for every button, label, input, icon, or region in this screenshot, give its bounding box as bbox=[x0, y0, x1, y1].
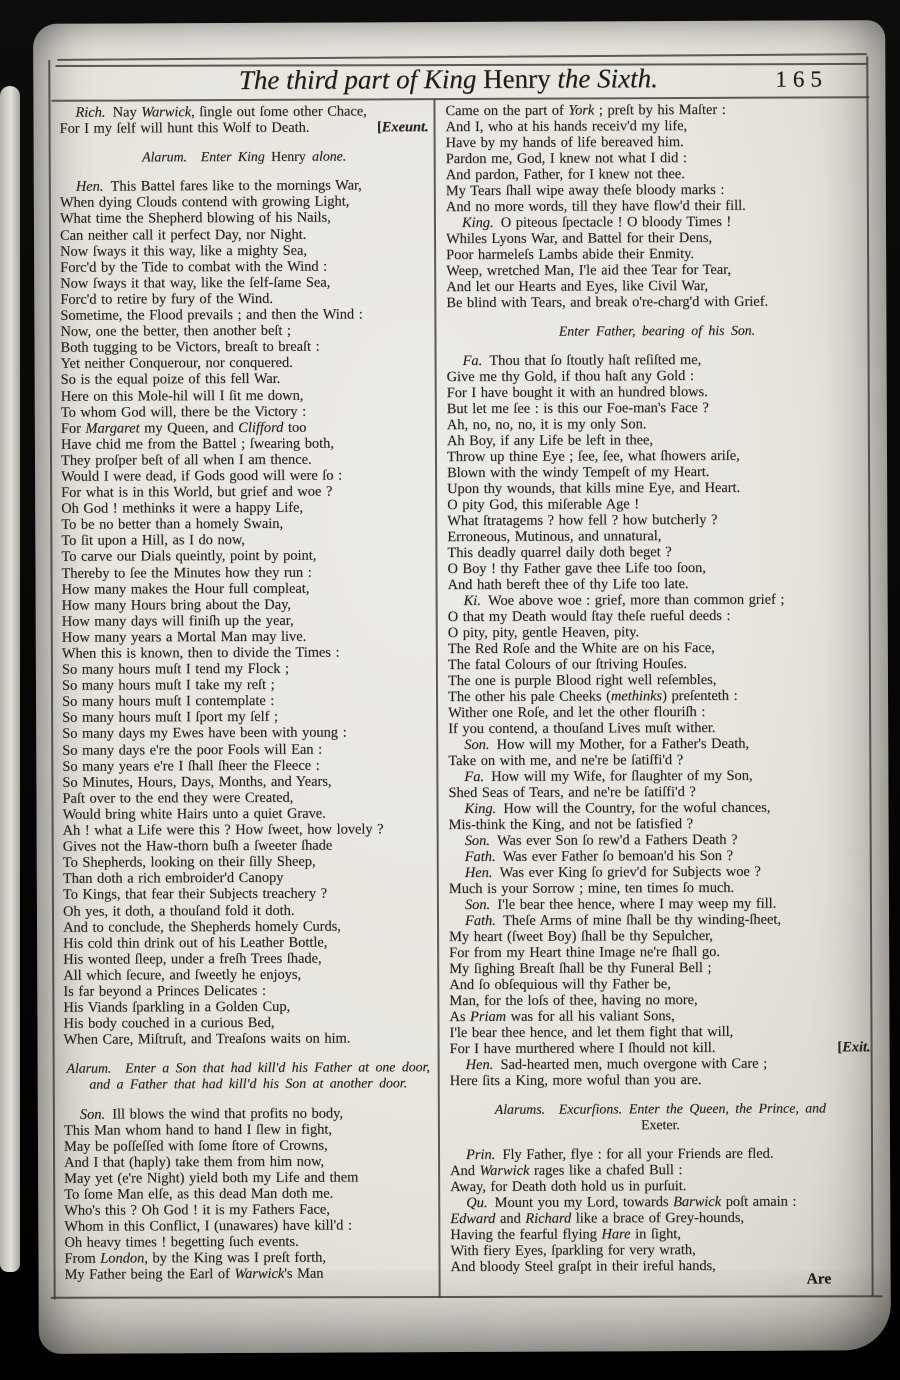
column-divider-rule bbox=[433, 99, 440, 1298]
verse-line bbox=[449, 959, 870, 977]
speech-line bbox=[449, 911, 870, 929]
line-text: And bloody Steel graſpt in their ireful hands, bbox=[450, 1257, 716, 1276]
line-text: As Priam was for all his valiant Sons, bbox=[449, 1008, 675, 1026]
speech-line bbox=[448, 591, 869, 609]
verse-line bbox=[61, 403, 430, 421]
verse-line bbox=[450, 1039, 871, 1057]
exit-marker: [Exeunt. bbox=[376, 119, 429, 136]
line-text: To Shepherds, looking on their ſilly Sheep, bbox=[62, 853, 316, 871]
line-text: This deadly quarrel daily doth beget ? bbox=[447, 544, 672, 562]
verse-line bbox=[446, 245, 867, 263]
stage-direction bbox=[64, 1076, 433, 1094]
line-text: For I my ſelf will hunt this Wolf to Death. bbox=[59, 119, 310, 137]
verse-line bbox=[60, 290, 429, 308]
line-text: Man, for the loſs of thee, having no more, bbox=[449, 991, 698, 1010]
line-text: Hen. This Battel fares like to the mornings War, bbox=[75, 177, 362, 195]
line-text: So many years e're I ſhall ſheer the Fleece : bbox=[62, 757, 320, 775]
line-text: If you contend, a thouſand Lives muſt wither. bbox=[448, 719, 716, 738]
verse-line bbox=[62, 612, 431, 630]
line-text: Wither one Roſe, and let the other flouriſh : bbox=[448, 703, 706, 722]
verse-line bbox=[446, 149, 867, 167]
verse-line bbox=[447, 415, 868, 433]
line-text: Poor harmeleſs Lambs abide their Enmity. bbox=[446, 245, 695, 264]
line-text: They proſper beſt of all when I am thence. bbox=[60, 451, 312, 469]
verse-line bbox=[446, 133, 867, 151]
line-text: All which ſecure, and ſweetly he enjoys, bbox=[63, 966, 302, 984]
verse-line bbox=[446, 293, 867, 311]
verse-line bbox=[448, 719, 869, 737]
line-text: Ah Boy, if any Life be left in thee, bbox=[446, 432, 654, 450]
verse-line bbox=[61, 515, 430, 533]
speech-line bbox=[448, 799, 869, 817]
verse-line bbox=[448, 751, 869, 769]
line-text: So many hours muſt I take my reſt ; bbox=[61, 677, 275, 694]
line-text: Oh heavy times ! begetting ſuch events. bbox=[64, 1233, 299, 1252]
line-text: How many makes the Hour full compleat, bbox=[61, 580, 310, 598]
facing-page-edge bbox=[0, 86, 20, 1272]
line-text: To ſome Man elſe, as this dead Man doth me. bbox=[64, 1185, 334, 1203]
verse-line bbox=[447, 495, 868, 513]
line-text: O pity God, this miſerable Age ! bbox=[447, 496, 640, 514]
verse-line bbox=[64, 1233, 433, 1251]
line-text: To carve our Dials queintly, point by point, bbox=[61, 548, 317, 566]
left-margin-rule bbox=[48, 60, 55, 1300]
line-text: Forc'd by the Tide to combat with the Wind : bbox=[60, 258, 328, 276]
verse-line bbox=[449, 1007, 870, 1025]
verse-line bbox=[61, 483, 430, 501]
speech-line bbox=[446, 213, 867, 231]
verse-line bbox=[447, 367, 868, 385]
verse-line bbox=[62, 709, 431, 727]
line-text: His body couched in a curious Bed, bbox=[63, 1014, 275, 1032]
line-text: Exeter. bbox=[641, 1117, 680, 1133]
line-text: Hen. Sad-hearted men, much overgone with Care ; bbox=[465, 1055, 768, 1073]
speech-line bbox=[449, 847, 870, 865]
line-text: To Kings, that fear their Subjects treachery ? bbox=[62, 885, 328, 904]
line-text: And pardon, Father, for I knew not thee. bbox=[445, 166, 685, 184]
stage-direction bbox=[60, 148, 429, 166]
verse-line bbox=[449, 991, 870, 1009]
page-title: The third part of King Henry the Sixth. bbox=[238, 63, 658, 95]
line-text: And I that (haply) take them from him now, bbox=[64, 1153, 325, 1171]
speech-line bbox=[449, 863, 870, 881]
verse-line bbox=[60, 194, 429, 212]
verse-line bbox=[62, 628, 431, 646]
speech-line bbox=[447, 351, 868, 369]
verse-line bbox=[448, 655, 869, 673]
verse-line bbox=[60, 306, 429, 324]
verse-line bbox=[64, 1250, 433, 1268]
verse-line bbox=[448, 623, 869, 641]
line-text: The fatal Colours of our ſtriving Houſes. bbox=[447, 656, 687, 674]
speech-line bbox=[448, 767, 869, 785]
line-text: Take on with me, and ne're be ſatiſfi'd ? bbox=[448, 752, 684, 770]
line-text: O that my Death would ſtay theſe rueful deeds : bbox=[447, 607, 731, 626]
line-text: Both tugging to be Victors, breaſt to breaſt : bbox=[60, 338, 320, 356]
page-number: 165 bbox=[775, 66, 828, 92]
verse-line bbox=[448, 703, 869, 721]
line-text: O pity, pity, gentle Heaven, pity. bbox=[447, 624, 640, 642]
book-page-scan bbox=[33, 20, 891, 1354]
verse-line bbox=[63, 934, 432, 952]
verse-line bbox=[61, 387, 430, 405]
line-text: The Red Roſe and the White are on his Face, bbox=[447, 639, 715, 658]
verse-line bbox=[60, 322, 429, 340]
line-text: And no more words, till they have flow'd their fill. bbox=[445, 197, 746, 216]
verse-line bbox=[448, 687, 869, 705]
verse-line bbox=[60, 258, 429, 276]
verse-line bbox=[447, 479, 868, 497]
speech-line bbox=[449, 895, 870, 913]
line-text: Son. Was ever Son ſo rew'd a Fathers Death ? bbox=[464, 831, 738, 849]
line-text: I'le bear thee hence, and let them fight that will, bbox=[449, 1023, 734, 1042]
line-text: How many Hours bring about the Day, bbox=[61, 596, 291, 614]
line-text: To ſit upon a Hill, as I do now, bbox=[61, 532, 245, 550]
verse-line bbox=[447, 383, 868, 401]
verse-line bbox=[62, 580, 431, 598]
line-text: His Viands ſparkling in a Golden Cup, bbox=[63, 998, 291, 1016]
verse-line bbox=[449, 815, 870, 833]
verse-line bbox=[64, 1153, 433, 1171]
line-text: Can neither call it perfect Day, nor Night. bbox=[59, 226, 307, 244]
verse-line bbox=[60, 226, 429, 244]
verse-line bbox=[64, 1169, 433, 1187]
verse-line bbox=[62, 676, 431, 694]
verse-line bbox=[449, 1023, 870, 1041]
line-text: When dying Clouds contend with growing Light, bbox=[59, 193, 350, 212]
verse-line bbox=[449, 879, 870, 897]
line-text: O Boy ! thy Father gave thee Life too ſoon, bbox=[447, 559, 706, 578]
line-text: Ki. Woe above woe : grief, more than common grief ; bbox=[463, 591, 785, 609]
line-text: Here ſits a King, more woful than you are. bbox=[449, 1071, 702, 1090]
verse-line bbox=[63, 869, 432, 887]
stage-direction bbox=[446, 322, 867, 340]
column-left bbox=[59, 103, 433, 1283]
verse-line bbox=[64, 1201, 433, 1219]
line-text: Son. I'le bear thee hence, where I may weep my fill. bbox=[464, 895, 777, 913]
verse-line bbox=[449, 943, 870, 961]
verse-line bbox=[63, 837, 432, 855]
line-text: From London, by the King was I preſt forth, bbox=[64, 1249, 326, 1268]
verse-line bbox=[61, 451, 430, 469]
verse-line bbox=[61, 371, 430, 389]
line-text: May be poſſeſſed with ſome ſtore of Crowns, bbox=[63, 1137, 328, 1155]
verse-line bbox=[62, 660, 431, 678]
verse-line bbox=[446, 165, 867, 183]
verse-line bbox=[60, 210, 429, 228]
verse-line bbox=[449, 927, 870, 945]
verse-line bbox=[450, 1071, 871, 1089]
verse-line bbox=[447, 463, 868, 481]
verse-line bbox=[450, 1161, 871, 1179]
line-text: Qu. Mount you my Lord, towards Barwick poſt amain : bbox=[466, 1193, 797, 1211]
line-text: How many years a Mortal Man may live. bbox=[61, 628, 307, 646]
verse-line bbox=[447, 559, 868, 577]
line-text: Ah, no, no, no, it is my only Son. bbox=[446, 416, 647, 434]
line-text: Enter Father, bearing of his Son. bbox=[558, 322, 756, 339]
line-text: But let me ſee : is this our Foe-man's Face ? bbox=[446, 399, 709, 418]
line-text: Sometime, the Flood prevails ; and then the Wind : bbox=[60, 306, 363, 324]
line-text: Alarums. Excurſions. Enter the Queen, the Prince, and bbox=[494, 1100, 826, 1117]
line-text: Hen. Was ever King ſo griev'd for Subjects woe ? bbox=[464, 863, 761, 881]
verse-line bbox=[64, 1217, 433, 1235]
line-text: And hath bereft thee of thy Life too late. bbox=[447, 576, 689, 594]
line-text: For what is in this World, but grief and woe ? bbox=[61, 483, 333, 501]
verse-line bbox=[446, 261, 867, 279]
verse-line bbox=[62, 789, 431, 807]
line-text: This Man whom hand to hand I ſlew in fight, bbox=[63, 1121, 332, 1139]
verse-line bbox=[62, 773, 431, 791]
line-text: Is far beyond a Princes Delicates : bbox=[63, 982, 266, 1000]
verse-line bbox=[62, 757, 431, 775]
line-text: Having the fearful flying Hare in ſight, bbox=[450, 1226, 681, 1244]
catchword: Are bbox=[806, 1270, 832, 1288]
line-text: Yet neither Conquerour, nor conquered. bbox=[60, 355, 293, 373]
verse-line bbox=[63, 966, 432, 984]
verse-line bbox=[62, 725, 431, 743]
verse-line bbox=[60, 119, 429, 137]
line-text: And to conclude, the Shepherds homely Curds, bbox=[63, 918, 341, 936]
line-text: What ſtratagems ? how fell ? how butcherly ? bbox=[447, 511, 718, 530]
verse-line bbox=[61, 435, 430, 453]
line-text: How many days will finiſh up the year, bbox=[61, 612, 294, 630]
verse-line bbox=[448, 639, 869, 657]
line-text: With fiery Eyes, ſparkling for very wrath, bbox=[450, 1241, 696, 1260]
line-text: King. How will the Country, for the woful chances, bbox=[464, 799, 771, 817]
line-text: So Minutes, Hours, Days, Months, and Years, bbox=[62, 773, 332, 791]
verse-line bbox=[62, 644, 431, 662]
line-text: So many days e're the poor Fools will Ean : bbox=[62, 741, 323, 759]
speech-line bbox=[64, 1105, 433, 1123]
line-text: For I have murthered where I ſhould not kill. bbox=[449, 1039, 716, 1058]
verse-line bbox=[450, 1177, 871, 1195]
verse-line bbox=[446, 181, 867, 199]
line-text: His wonted ſleep, under a freſh Trees ſhade, bbox=[63, 950, 322, 968]
verse-line bbox=[63, 998, 432, 1016]
verse-line bbox=[63, 886, 432, 904]
line-text: Now ſways it this way, like a mighty Sea, bbox=[60, 242, 308, 260]
verse-line bbox=[62, 596, 431, 614]
verse-line bbox=[447, 399, 868, 417]
verse-line bbox=[445, 101, 866, 119]
line-text: Ah ! what a Life were this ? How ſweet, how lovely ? bbox=[62, 821, 384, 839]
line-text: And ſo obſequious will thy Father be, bbox=[449, 976, 671, 994]
line-text: And I, who at his hands receiv'd my life, bbox=[445, 118, 688, 136]
verse-line bbox=[450, 1241, 871, 1259]
line-text: Came on the part of York ; preſt by his Maſter : bbox=[445, 101, 726, 120]
bottom-border-rule bbox=[51, 1295, 883, 1298]
line-text: Throw up thine Eye ; ſee, ſee, what ſhowers ariſe, bbox=[446, 447, 740, 466]
verse-line bbox=[63, 805, 432, 823]
verse-line bbox=[64, 1030, 433, 1048]
line-text: Now, one the better, then another beſt ; bbox=[60, 322, 291, 340]
line-text: and a Father that had kill'd his Son at another door. bbox=[89, 1075, 408, 1093]
exit-marker: [Exit. bbox=[837, 1039, 871, 1056]
verse-line bbox=[61, 354, 430, 372]
line-text: Would I were dead, if Gods good will were ſo : bbox=[61, 467, 343, 485]
verse-line bbox=[446, 117, 867, 135]
line-text: Have chid me from the Battel ; ſwearing both, bbox=[60, 435, 334, 453]
line-text: Fath. Theſe Arms of mine ſhall be thy winding-ſheet, bbox=[464, 911, 782, 929]
verse-line bbox=[61, 419, 430, 437]
speech-line bbox=[448, 735, 869, 753]
verse-line bbox=[448, 671, 869, 689]
line-text: Whom in this Conflict, I (unawares) have kill'd : bbox=[64, 1217, 352, 1235]
line-text: Thereby to ſee the Minutes how they run : bbox=[61, 564, 312, 582]
line-text: Fa. How will my Wife, for ſlaughter of my Son, bbox=[464, 767, 753, 785]
top-border-rule bbox=[57, 53, 867, 61]
speech-line bbox=[59, 103, 428, 121]
verse-line bbox=[447, 447, 868, 465]
verse-line bbox=[447, 431, 868, 449]
verse-line bbox=[446, 277, 867, 295]
speech-line bbox=[450, 1145, 871, 1163]
verse-line bbox=[61, 499, 430, 517]
line-text: Give me thy Gold, if thou haſt any Gold : bbox=[446, 367, 694, 386]
line-text: Who's this ? Oh God ! it is my Fathers Face, bbox=[64, 1201, 330, 1219]
line-text: King. O piteous ſpectacle ! O bloody Times ! bbox=[461, 213, 732, 231]
speech-line bbox=[450, 1055, 871, 1073]
verse-line bbox=[62, 741, 431, 759]
line-text: Shed Seas of Tears, and ne're be ſatiſfi'd ? bbox=[448, 783, 696, 802]
line-text: Than doth a rich embroider'd Canopy bbox=[62, 870, 284, 888]
line-text: Be blind with Tears, and break o're-charg'd with Grief. bbox=[446, 293, 769, 312]
line-text: Rich. Nay Warwick, ſingle out ſome other Chace, bbox=[75, 103, 367, 121]
verse-line bbox=[63, 982, 432, 1000]
verse-line bbox=[447, 527, 868, 545]
line-text: The one is purple Blood right well reſembles, bbox=[447, 671, 717, 690]
line-text: Whiles Lyons War, and Battel for their Dens, bbox=[446, 229, 713, 248]
line-text: Gives not the Haw-thorn buſh a ſweeter ſhade bbox=[62, 837, 333, 855]
verse-line bbox=[448, 607, 869, 625]
line-text: Alarum. Enter a Son that had kill'd his Father at one door, bbox=[66, 1059, 430, 1077]
line-text: Erroneous, Mutinous, and unnatural, bbox=[447, 528, 662, 546]
verse-line bbox=[448, 575, 869, 593]
verse-line bbox=[64, 1137, 433, 1155]
line-text: When this is known, then to divide the Times : bbox=[61, 644, 340, 662]
line-text: Alarum. Enter King Henry alone. bbox=[142, 148, 347, 165]
line-text: My Tears ſhall wipe away theſe bloody marks : bbox=[445, 181, 725, 200]
verse-line bbox=[60, 274, 429, 292]
verse-line bbox=[63, 918, 432, 936]
line-text: Forc'd to retire by fury of the Wind. bbox=[60, 290, 273, 308]
line-text: So many hours muſt I tend my Flock ; bbox=[61, 660, 290, 678]
line-text: Would bring white Hairs unto a quiet Grave. bbox=[62, 805, 326, 823]
line-text: So many hours muſt I ſport my ſelf ; bbox=[62, 709, 279, 727]
verse-line bbox=[447, 511, 868, 529]
line-text: Oh yes, it doth, a thouſand fold it doth. bbox=[62, 902, 295, 920]
line-text: Son. Ill blows the wind that profits no body, bbox=[79, 1105, 343, 1123]
verse-line bbox=[448, 783, 869, 801]
line-text: Pardon me, God, I knew not what I did : bbox=[445, 150, 687, 168]
line-text: Mis-think the King, and not be ſatisfied ? bbox=[448, 815, 694, 834]
line-text: What time the Shepherd blowing of his Nails, bbox=[59, 210, 331, 228]
line-text: And let our Hearts and Eyes, like Civil War, bbox=[446, 277, 709, 296]
verse-line bbox=[63, 853, 432, 871]
verse-line bbox=[63, 1014, 432, 1032]
line-text: My Father being the Earl of Warwick's Man bbox=[64, 1266, 324, 1284]
line-text: When Care, Miſtruſt, and Treaſons waits on him. bbox=[63, 1030, 351, 1048]
line-text: Fath. Was ever Father ſo bemoan'd his Son ? bbox=[464, 847, 733, 865]
verse-line bbox=[450, 1225, 871, 1243]
line-text: Now ſways it that way, like the ſelf-ſame Sea, bbox=[60, 274, 331, 292]
line-text: For I have bought it with an hundred blows. bbox=[446, 383, 708, 402]
line-text: Blown with the windy Tempeſt of my Heart. bbox=[447, 463, 710, 482]
line-text: So many days my Ewes have been with young : bbox=[62, 724, 347, 743]
verse-line bbox=[63, 902, 432, 920]
verse-line bbox=[61, 467, 430, 485]
line-text: My ſighing Breaſt ſhall be thy Funeral Bell ; bbox=[449, 959, 712, 978]
stage-direction bbox=[64, 1059, 433, 1077]
line-text: Prin. Fly Father, flye : for all your Friends are fled. bbox=[466, 1145, 774, 1163]
line-text: Weep, wretched Man, I'le aid thee Tear for Tear, bbox=[446, 261, 732, 280]
line-text: For Margaret my Queen, and Clifford too bbox=[60, 419, 307, 437]
verse-line bbox=[446, 197, 867, 215]
line-text: Paſt over to the end they were Created, bbox=[62, 789, 294, 807]
speech-line bbox=[60, 177, 429, 195]
verse-line bbox=[446, 229, 867, 247]
line-text: Edward and Richard like a brace of Grey-hounds, bbox=[450, 1209, 745, 1228]
line-text: Here on this Mole-hil will I ſit me down, bbox=[60, 387, 304, 405]
verse-line bbox=[62, 692, 431, 710]
verse-line bbox=[65, 1266, 434, 1284]
column-right bbox=[445, 101, 871, 1275]
line-text: May yet (e're Night) yield both my Life and them bbox=[64, 1169, 359, 1187]
verse-line bbox=[60, 242, 429, 260]
line-text: For from my Heart thine Image ne're ſhall go. bbox=[449, 943, 720, 962]
verse-line bbox=[450, 1209, 871, 1227]
verse-line bbox=[61, 564, 430, 582]
line-text: Son. How will my Mother, for a Father's Death, bbox=[464, 735, 750, 753]
line-text: Fa. Thou that ſo ſtoutly haſt reſiſted me, bbox=[462, 351, 702, 369]
line-text: Away, for Death doth hold us in purſuit. bbox=[450, 1178, 687, 1196]
stage-direction bbox=[450, 1100, 871, 1118]
verse-line bbox=[61, 531, 430, 549]
verse-line bbox=[447, 543, 868, 561]
line-text: So is the equal poize of this fell War. bbox=[60, 371, 281, 389]
verse-line bbox=[64, 1185, 433, 1203]
verse-line bbox=[60, 338, 429, 356]
stage-direction bbox=[450, 1116, 871, 1134]
line-text: To be no better than a homely Swain, bbox=[61, 516, 284, 533]
line-text: Have by my hands of life bereaved him. bbox=[445, 134, 684, 152]
verse-line bbox=[449, 975, 870, 993]
line-text: Much is your Sorrow ; mine, ten times ſo much. bbox=[448, 879, 735, 898]
line-text: His cold thin drink out of his Leather Bottle, bbox=[63, 934, 328, 952]
verse-line bbox=[63, 950, 432, 968]
verse-line bbox=[64, 1121, 433, 1139]
line-text: My heart (ſweet Boy) ſhall be thy Sepulcher, bbox=[449, 927, 713, 946]
speech-line bbox=[449, 831, 870, 849]
speech-line bbox=[450, 1193, 871, 1211]
line-text: To whom God will, there be the Victory : bbox=[60, 403, 307, 421]
verse-line bbox=[63, 821, 432, 839]
verse-line bbox=[61, 548, 430, 566]
line-text: Upon thy wounds, that kills mine Eye, and Heart. bbox=[447, 479, 741, 498]
line-text: The other his pale Cheeks (methinks) preſenteth : bbox=[448, 687, 738, 706]
line-text: And Warwick rages like a chafed Bull : bbox=[450, 1162, 683, 1180]
line-text: So many hours muſt I contemplate : bbox=[62, 693, 275, 711]
line-text: Oh God ! methinks it were a happy Life, bbox=[61, 499, 304, 517]
